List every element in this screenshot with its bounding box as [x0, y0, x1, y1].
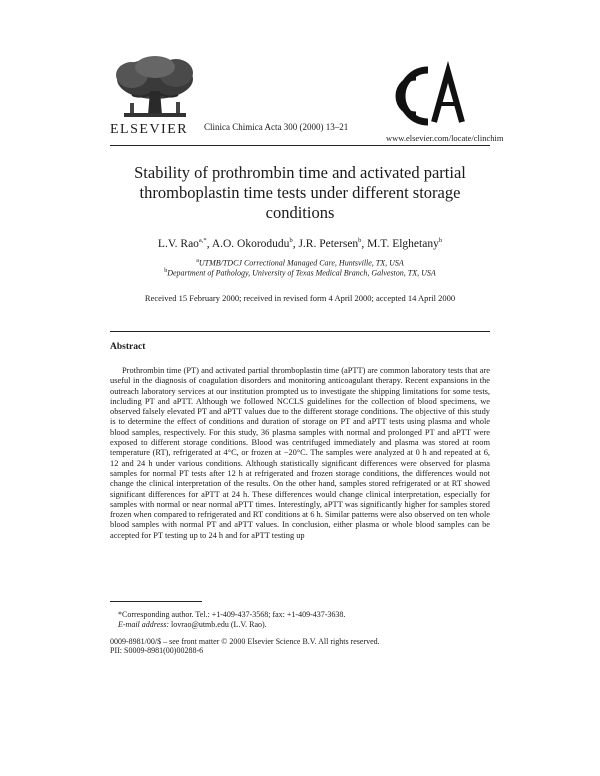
- author-name: A.O. Okorodudu: [211, 237, 290, 250]
- header-divider: [110, 145, 490, 146]
- abstract-body: Prothrombin time (PT) and activated partial thromboplastin time (aPTT) are common laboratory tests that are useful in the diagnosis of coagulation disorders and monitoring anticoagulant therapy. Recent expansions in the outreach laboratory services at our institution prompted us to investigate the shipping limitations for some tests, including PT and aPTT. Although we followed NCCLS guidelines for the collection of blood specimens, we observed falsely elevated PT and aPTT values due to the different storage conditions. The objective of this study is to determine the effect of conditions and duration of storage on PT and aPTT tests using plasma and whole blood samples, respectively. For this study, 36 plasma samples with normal and prolonged PT and aPTT were exposed to different storage conditions. Blood was centrifuged immediately and plasma was stored at room temperature (RT), refrigerated at 4°C, or frozen at −20°C. The samples were analyzed at 0 h and repeated at 6, 12 and 24 h under various conditions. Although statistically significant differences were observed for plasma samples for normal PT tests after 12 h at refrigerated and frozen storage conditions, the differences would not change the clinical interpretation of the results. On the other hand, samples stored refrigerated or at RT showed significant differences for aPTT at 24 h. These differences would change clinical interpretation, especially for samples with normal or near normal aPTT times. Interestingly, aPTT was significantly higher for samples stored frozen when compared to refrigerated and RT conditions at 6 h. Similar patterns were also observed on ten whole blood samples with normal PT and aPTT values. In conclusion, either plasma or whole blood samples can be accepted for PT testing up to 24 h and for aPTT testing up: [110, 366, 490, 540]
- journal-reference: Clinica Chimica Acta 300 (2000) 13–21: [204, 122, 349, 132]
- affiliation-text: Department of Pathology, University of Texas Medical Branch, Galveston, TX, USA: [167, 268, 436, 278]
- copyright-line: 0009-8981/00/$ – see front matter © 2000 Elsevier Science B.V. All rights reserved.: [110, 637, 380, 646]
- affiliation: [110, 258, 490, 268]
- author-name: M.T. Elghetany: [367, 237, 439, 250]
- author-separator: ,: [361, 237, 368, 250]
- abstract-divider: [110, 331, 490, 332]
- footnote-divider: [110, 601, 202, 602]
- affiliation: [110, 268, 490, 278]
- corresponding-author-note: *Corresponding author. Tel.: +1-409-437-3568; fax: +1-409-437-3638.: [118, 610, 346, 619]
- affiliation-label: a: [196, 258, 199, 264]
- author-affiliation-mark: b: [289, 237, 293, 244]
- author-separator: ,: [206, 237, 212, 250]
- author-affiliation-mark: b: [438, 237, 443, 244]
- author-separator: ,: [292, 237, 299, 250]
- author-name: L.V. Rao: [157, 237, 199, 250]
- abstract-heading: Abstract: [110, 342, 146, 352]
- affiliation-label: b: [164, 268, 168, 274]
- pii-line: PII: S0009-8981(00)00288-6: [110, 646, 204, 655]
- author-list: [110, 237, 490, 250]
- email-address[interactable]: lovrao@utmb.edu (L.V. Rao).: [171, 620, 267, 629]
- author-name: J.R. Petersen: [298, 237, 359, 250]
- email-label: E-mail address:: [118, 620, 170, 629]
- journal-url[interactable]: www.elsevier.com/locate/clinchim: [386, 133, 504, 143]
- article-title: Stability of prothrombin time and activated partial thromboplastin time tests under different storage conditions: [134, 163, 466, 222]
- email-note: [118, 620, 267, 629]
- journal-cca-logo: [388, 60, 470, 136]
- author-affiliation-mark: a,*: [198, 237, 207, 244]
- affiliation-text: UTMB/TDCJ Correctional Managed Care, Huntsville, TX, USA: [198, 258, 404, 268]
- received-dates: Received 15 February 2000; received in revised form 4 April 2000; accepted 14 April 2000: [144, 293, 456, 303]
- author-affiliation-mark: b: [358, 237, 362, 244]
- publisher-name: ELSEVIER: [110, 122, 189, 137]
